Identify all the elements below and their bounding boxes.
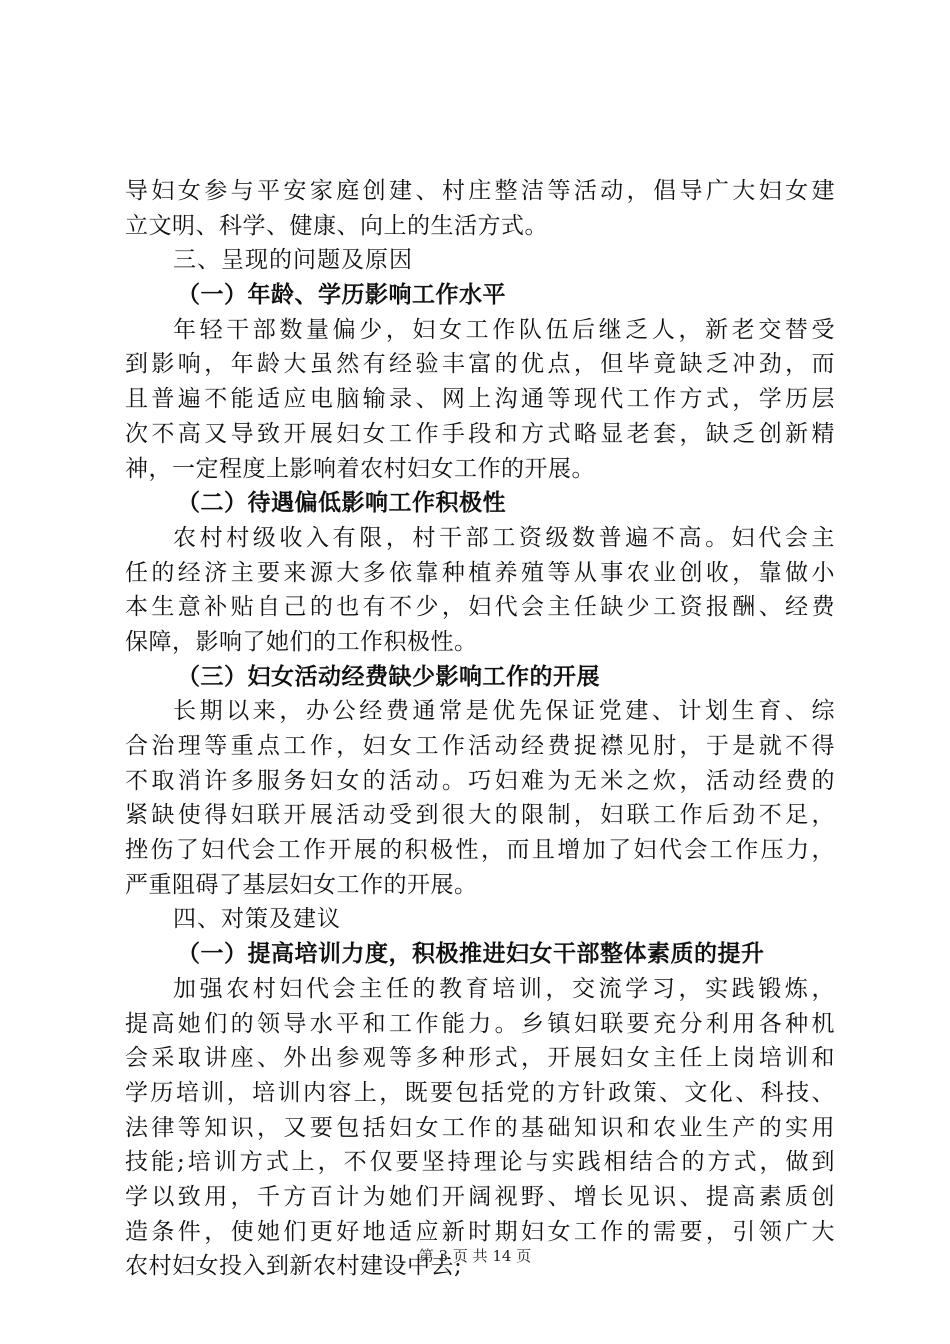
text-line: 神，一定程度上影响着农村妇女工作的开展。 [125,455,595,482]
text-line: 本生意补贴自己的也有不少，妇代会主任缺少工资报酬、经费 [125,594,835,621]
text-line: 到影响，年龄大虽然有经验丰富的优点，但毕竟缺乏冲劲，而 [125,351,835,378]
text-line: 且普遍不能适应电脑输录、网上沟通等现代工作方式，学历层 [125,386,835,413]
text-line: 学以致用，千方百计为她们开阔视野、增长见识、提高素质创 [125,1183,835,1210]
text-line: 立文明、科学、健康、向上的生活方式。 [125,212,548,239]
section-heading: 三、呈现的问题及原因 [173,247,413,274]
section-heading: 四、对策及建议 [173,906,341,933]
text-line: 严重阻碍了基层妇女工作的开展。 [125,871,478,898]
text-line: 不取消许多服务妇女的活动。巧妇难为无米之炊，活动经费的 [125,767,835,794]
text-line: 年轻干部数量偏少，妇女工作队伍后继乏人，新老交替受 [173,316,835,343]
subsection-heading: （三）妇女活动经费缺少影响工作的开展 [177,663,600,690]
text-line: 长期以来，办公经费通常是优先保证党建、计划生育、综 [173,698,835,725]
text-line: 会采取讲座、外出参观等多种形式，开展妇女主任上岗培训和 [125,1045,835,1072]
text-line: 加强农村妇代会主任的教育培训，交流学习，实践锻炼， [173,975,835,1002]
subsection-heading: （一）提高培训力度，积极推进妇女干部整体素质的提升 [177,941,765,968]
text-line: 法律等知识，又要包括妇女工作的基础知识和农业生产的实用 [125,1114,835,1141]
text-line: 造条件，使她们更好地适应新时期妇女工作的需要，引领广大 [125,1218,835,1245]
text-line: 技能;培训方式上，不仅要坚持理论与实践相结合的方式，做到 [125,1149,835,1176]
text-line: 农村妇女投入到新农村建设中去; [125,1253,463,1280]
text-line: 合治理等重点工作，妇女工作活动经费捉襟见肘，于是就不得 [125,733,835,759]
text-line: 挫伤了妇代会工作开展的积极性，而且增加了妇代会工作压力， [125,837,835,864]
text-line: 学历培训，培训内容上，既要包括党的方针政策、文化、科技、 [125,1079,835,1106]
text-line: 导妇女参与平安家庭创建、村庄整洁等活动，倡导广大妇女建 [125,178,835,204]
text-line: 提高她们的领导水平和工作能力。乡镇妇联要充分利用各种机 [125,1010,835,1037]
text-line: 任的经济主要来源大多依靠种植养殖等从事农业创收，靠做小 [125,559,835,586]
subsection-heading: （二）待遇偏低影响工作积极性 [177,490,506,517]
text-line: 紧缺使得妇联开展活动受到很大的限制，妇联工作后劲不足， [125,802,835,829]
subsection-heading: （一）年龄、学历影响工作水平 [177,282,506,309]
document-body [125,174,835,1284]
text-line: 次不高又导致开展妇女工作手段和方式略显老套，缺乏创新精 [125,420,835,447]
text-line: 农村村级收入有限，村干部工资级数普遍不高。妇代会主 [173,524,835,551]
page-number-footer: 第 3 页 共 14 页 [418,1247,532,1265]
text-line: 保障，影响了她们的工作积极性。 [125,628,478,655]
